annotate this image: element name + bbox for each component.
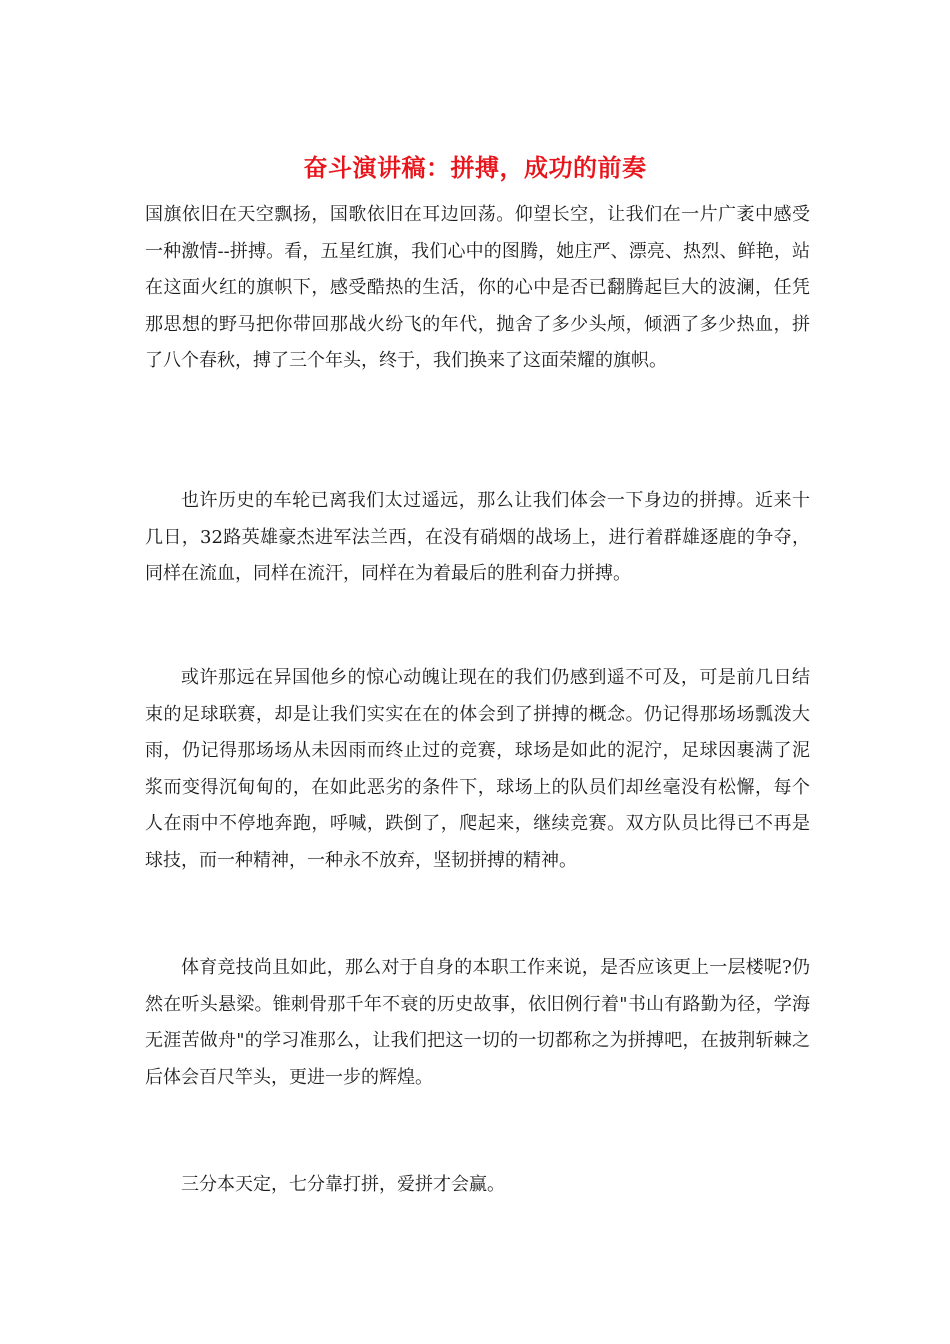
paragraph-5: 三分本天定，七分靠打拼，爱拼才会赢。 bbox=[181, 1174, 505, 1195]
paragraph-1: 国旗依旧在天空飘扬，国歌依旧在耳边回荡。仰望长空，让我们在一片广袤中感受一种激情--拼搏。看，五星红旗，我们心中的图腾，她庄严、漂亮、热烈、鲜艳，站在这面火红的旗帜下，感受酷热的生活，你的心中是否已翻腾起巨大的波澜，任凭那思想的野马把你带回那战火纷飞的年代，抛舍了多少头颅，倾洒了多少热血，拼了八个春秋，搏了三个年头，终于，我们换来了这面荣耀的旗帜。 bbox=[145, 204, 810, 371]
document-title: 奋斗演讲稿：拼搏，成功的前奏 bbox=[303, 153, 647, 182]
paragraph-2: 也许历史的车轮已离我们太过遥远，那么让我们体会一下身边的拼搏。近来十几日，32路英雄豪杰进军法兰西，在没有硝烟的战场上，进行着群雄逐鹿的争夺，同样在流血，同样在流汗，同样在为着最后的胜利奋力拼搏。 bbox=[145, 490, 810, 584]
paragraph-3: 或许那远在异国他乡的惊心动魄让现在的我们仍感到遥不可及，可是前几日结束的足球联赛，却是让我们实实在在的体会到了拼搏的概念。仍记得那场场瓢泼大雨，仍记得那场场从未因雨而终止过的竞赛，球场是如此的泥泞，足球因裹满了泥浆而变得沉甸甸的，在如此恶劣的条件下，球场上的队员们却丝毫没有松懈，每个人在雨中不停地奔跑，呼喊，跌倒了，爬起来，继续竞赛。双方队员比得已不再是球技，而一种精神，一种永不放弃，坚韧拼搏的精神。 bbox=[145, 667, 810, 871]
paragraph-4: 体育竞技尚且如此，那么对于自身的本职工作来说，是否应该更上一层楼呢?仍然在听头悬梁。锥刺骨那千年不衰的历史故事，依旧例行着"书山有路勤为径，学海无涯苦做舟"的学习准那么，让我们把这一切的一切都称之为拼搏吧，在披荆斩棘之后体会百尺竿头，更进一步的辉煌。 bbox=[145, 957, 810, 1088]
